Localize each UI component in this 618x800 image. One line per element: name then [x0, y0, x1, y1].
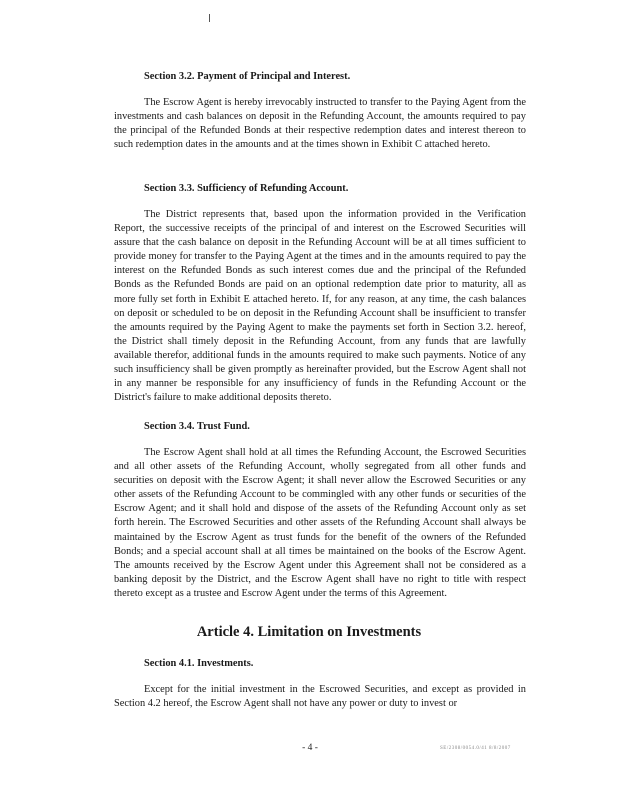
- section-3-2-heading: Section 3.2. Payment of Principal and Interest.: [144, 71, 351, 82]
- section-4-1-heading: Section 4.1. Investments.: [144, 658, 254, 669]
- margin-tick-mark: [209, 14, 210, 22]
- section-3-2-body: The Escrow Agent is hereby irrevocably instructed to transfer to the Paying Agent from the investments and cash balances on deposit in the Refunding Account, the amounts required to pay the principal of the Refunded Bonds at their respective redemption dates and interest thereon to such redemption dates in the amounts and at the times shown in Exhibit C attached hereto.: [114, 97, 526, 151]
- article-4-title: Article 4. Limitation on Investments: [196, 624, 422, 640]
- document-reference: SE/2308/0054.0/41 8/8/2007: [440, 746, 511, 751]
- section-3-4-body: The Escrow Agent shall hold at all times the Refunding Account, the Escrowed Securities and all other assets of the Refunding Account, wholly segregated from all other funds and securities on deposit with the Escrow Agent; it shall never allow the Escrowed Securities or any other assets of the Refunding Account to be commingled with any other funds or securities of the Escrow Agent; and it shall hold and dispose of the assets of the Refunding Account only as set forth herein. The Escrowed Securities and other assets of the Refunding Account shall always be maintained by the Escrow Agent as trust funds for the benefit of the owners of the Refunded Bonds; and a special account shall at all times be maintained on the books of the Escrow Agent. The amounts received by the Escrow Agent under this Agreement shall not be considered as a banking deposit by the District, and the Escrow Agent shall have no right to title with respect thereto except as a trustee and Escrow Agent under the terms of this Agreement.: [114, 447, 526, 599]
- section-3-3-heading: Section 3.3. Sufficiency of Refunding Account.: [144, 183, 349, 194]
- section-4-1-body: Except for the initial investment in the Escrowed Securities, and except as provided in Section 4.2 hereof, the Escrow Agent shall not have any power or duty to invest or: [114, 684, 526, 710]
- section-3-3-body: The District represents that, based upon the information provided in the Verification Report, the successive receipts of the principal of and interest on the Escrowed Securities will assure that the cash balance on deposit in the Refunding Account will be at all times sufficient to provide money for transfer to the Paying Agent at the times and in the amounts required to pay the interest on the Refunded Bonds as such interest comes due and the principal of the Refunded Bonds as the Refunded Bonds are paid on an optional redemption date prior to maturity, all as more fully set forth in Exhibit E attached hereto. If, for any reason, at any time, the cash balances on deposit or scheduled to be on deposit in the Refunding Account shall be insufficient to transfer the amounts required by the Paying Agent to make the payments set forth in Section 3.2. hereof, the District shall timely deposit in the Refunding Account, from any funds that are lawfully available therefor, additional funds in the amounts required to make such payments. Notice of any such insufficiency shall be given promptly as hereinafter provided, but the Escrow Agent shall not in any manner be responsible for any insufficiency of funds in the Refunding Account or the District's failure to make additional deposits thereto.: [114, 209, 526, 404]
- section-3-4-heading: Section 3.4. Trust Fund.: [144, 421, 250, 432]
- page-number: - 4 -: [302, 743, 318, 753]
